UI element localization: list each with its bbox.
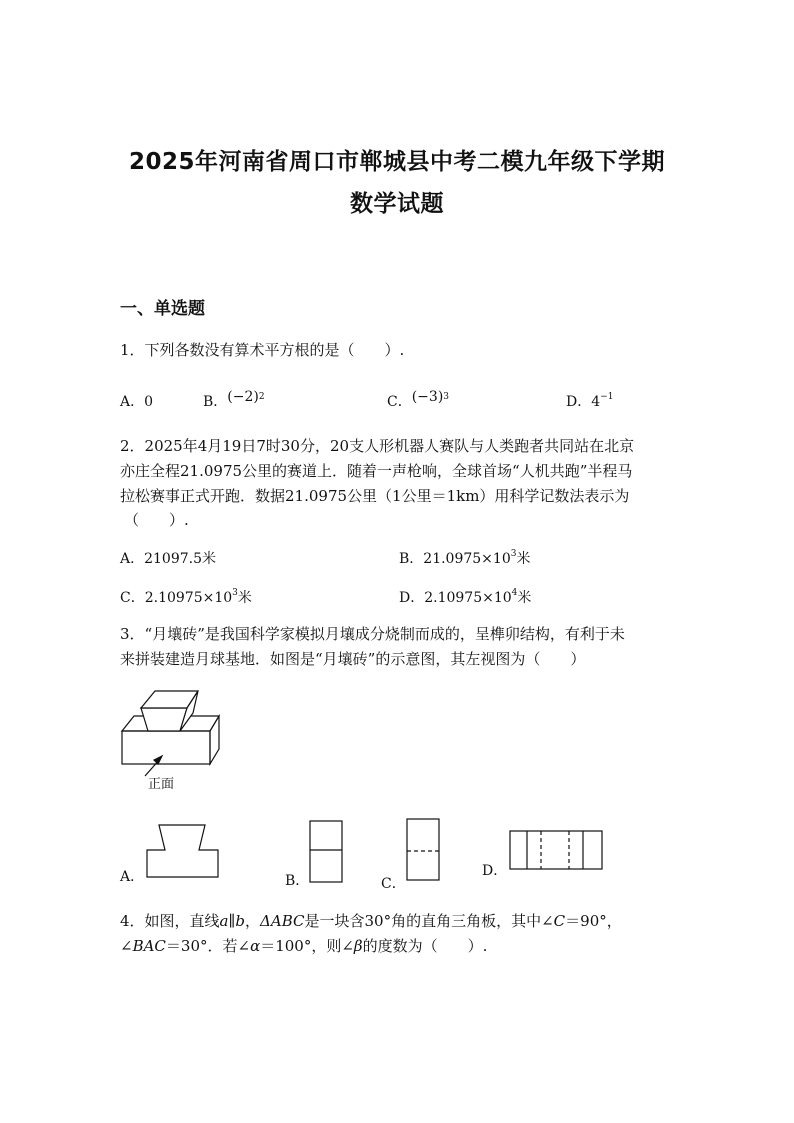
q3-option-c-label: C． [381,876,406,892]
q4-triangle: ΔABC [260,912,305,930]
front-arrow-head [154,756,162,764]
q4-line2-part-a: ∠ [120,937,133,955]
q2-option-c-main: C．2.10975×10 [120,590,233,606]
option-a-figure [147,825,218,877]
q2-option-d-main: D．2.10975×10 [399,590,512,606]
option-d-figure [510,831,602,869]
question-4-line1 [120,911,622,932]
q4-angle-c: C [553,912,566,930]
question-2-line2: 亦庄全程21.0975公里的赛道上．随着一声枪响，全球首场“人机共跑”半程马 [120,462,633,480]
q4-line1-part-c: 是一块含30°角的直角三角板，其中∠ [304,912,554,930]
q3-option-b-label: B． [285,873,310,889]
q2-option-a: A．21097.5米 [120,551,217,567]
q2-option-c-exp: 3 [232,588,238,598]
question-1-text: 1．下列各数没有算术平方根的是（ ）. [120,341,405,359]
q1-option-c-exp: 3 [443,392,450,402]
q4-alpha: α [250,937,261,955]
q1-option-d-label: D． [566,394,592,410]
front-label: 正面 [148,777,175,792]
brick-base-front [122,731,210,764]
page-title-line2: 数学试题 [350,191,444,217]
q2-option-b-exp: 3 [510,549,517,559]
q2-option-c-unit: 米 [237,590,252,606]
q4-line1-part-b: ， [245,912,261,930]
option-b-figure [310,821,342,882]
q1-option-c-base: (−3) [411,389,444,405]
q4-line1-part-a: 4．如图，直线 [120,912,220,930]
brick-base-side [210,716,219,764]
q4-line2-part-b: ＝30°．若∠ [165,937,251,955]
q1-option-b-label: B． [203,394,228,410]
question-3-line1: 3．“月壤砖”是我国科学家模拟月壤成分烧制而成的，呈榫卯结构，有利于未 [120,625,625,643]
section-heading-single-choice: 一、单选题 [120,299,205,319]
q1-option-a: A．0 [120,394,154,410]
q1-option-d-base: 4 [591,394,601,410]
question-4-line2 [120,936,487,957]
question-2-line1: 2．2025年4月19日7时30分，20支人形机器人赛队与人类跑者共同站在北京 [120,437,635,455]
q4-line2-part-d: 的度数为（ ）. [362,937,488,955]
q1-option-b-exp: 2 [258,392,265,402]
question-2-line3: 拉松赛事正式开跑．数据21.0975公里（1公里＝1km）用科学记数法表示为 [120,487,630,505]
q3-option-d-label: D． [482,863,508,879]
option-c-figure [407,819,439,880]
q2-option-d-unit: 米 [517,590,532,606]
q4-line2-part-c: ＝100°，则∠ [260,937,354,955]
page-title-line1: 2025年河南省周口市郸城县中考二模九年级下学期 [128,149,665,175]
q2-option-b-unit: 米 [516,551,531,567]
q1-option-d-exp: −1 [600,392,614,402]
q2-option-b-main: B．21.0975×10 [399,551,511,567]
question-3-line2: 来拼装建造月球基地．如图是“月壤砖”的示意图，其左视图为（ ） [120,650,586,668]
q2-option-d-exp: 4 [511,588,518,598]
q3-option-a-label: A． [120,869,145,885]
q1-option-b-base: (−2) [227,389,259,405]
question-2-line4: （ ）. [124,511,189,529]
q1-option-c-label: C． [387,394,412,410]
q4-beta: β [353,937,363,955]
q4-line1-part-d: ＝90°， [565,912,622,930]
q4-parallel-lines: a∥b [219,912,246,930]
q4-angle-bac: BAC [132,937,166,955]
brick-top-front [141,708,187,731]
